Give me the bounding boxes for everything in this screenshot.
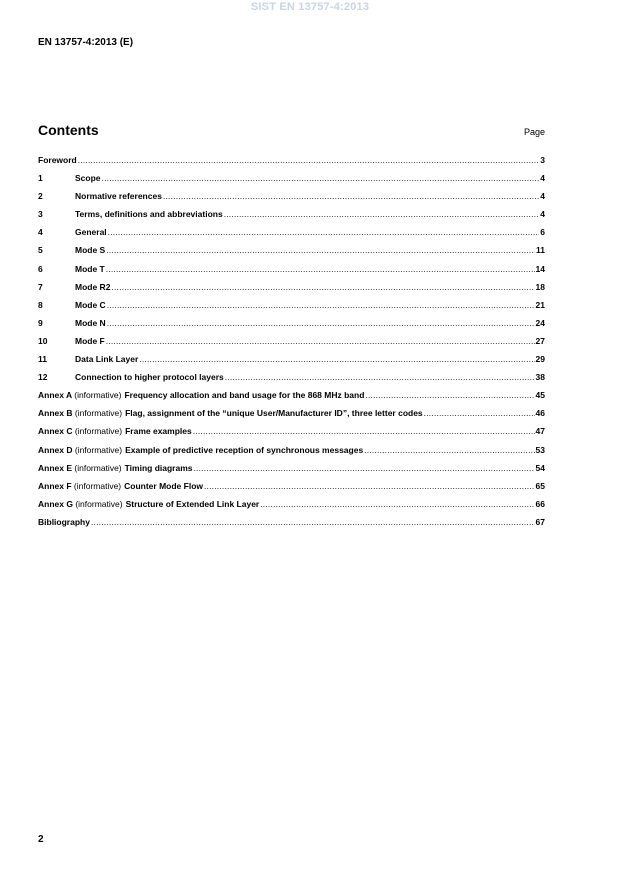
toc-entry-title: Mode F (75, 335, 105, 346)
annex-label: Annex D (38, 444, 73, 455)
annex-type: (informative) (74, 426, 123, 437)
toc-entry-title: Mode S (75, 245, 106, 256)
toc-entry-page: 29 (535, 354, 545, 365)
toc-entry-title: Foreword (38, 155, 77, 165)
toc-entry-title: Bibliography (38, 516, 90, 527)
toc-entry-page: 53 (535, 444, 545, 455)
toc-entry-title: Mode N (75, 317, 106, 328)
leader-dots (204, 481, 535, 491)
table-of-contents (38, 155, 545, 535)
toc-entry[interactable] (38, 173, 545, 191)
leader-dots (108, 227, 540, 237)
toc-entry-number: 7 (38, 281, 43, 292)
annex-label: Annex E (38, 462, 73, 473)
toc-annex-entry[interactable] (38, 408, 545, 426)
annex-label-group (38, 426, 122, 436)
toc-entry[interactable] (38, 318, 545, 336)
toc-entry-page: 47 (535, 426, 545, 437)
toc-entry-number: 1 (38, 173, 43, 184)
leader-dots (193, 463, 534, 473)
leader-dots (139, 354, 534, 364)
leader-dots (364, 445, 534, 455)
annex-type: (informative) (74, 408, 123, 419)
toc-entry-page: 4 (540, 173, 545, 184)
watermark: SIST EN 13757-4:2013 (250, 1, 370, 13)
annex-label: Annex B (38, 408, 73, 419)
toc-entry[interactable] (38, 282, 545, 300)
toc-entry-number: 4 (38, 227, 43, 238)
annex-type: (informative) (74, 462, 122, 473)
toc-entry-page: 54 (535, 462, 545, 473)
toc-annex-entry[interactable] (38, 499, 545, 517)
toc-annex-entry[interactable] (38, 463, 545, 481)
annex-label: Annex C (38, 426, 73, 437)
toc-entry[interactable] (38, 209, 545, 227)
toc-entry-title: Counter Mode Flow (124, 480, 203, 491)
toc-entry-number: 10 (38, 335, 48, 346)
toc-entry-page: 14 (535, 263, 545, 274)
toc-entry-page: 38 (535, 372, 545, 383)
toc-entry-title: Connection to higher protocol layers (75, 372, 224, 383)
toc-entry-title: General (75, 227, 107, 238)
toc-entry-number: 6 (38, 263, 43, 274)
toc-entry-page: 4 (540, 209, 545, 220)
toc-entry-page: 18 (535, 281, 545, 292)
toc-entry-page: 66 (535, 498, 545, 509)
toc-annex-entry[interactable] (38, 445, 545, 463)
toc-entry-page: 3 (540, 155, 545, 165)
toc-entry-title: Timing diagrams (124, 462, 193, 473)
toc-entry[interactable] (38, 245, 545, 263)
page-number: 2 (38, 834, 44, 845)
toc-entry-number: 3 (38, 209, 43, 220)
leader-dots (91, 517, 535, 527)
toc-entry-page: 6 (540, 227, 545, 238)
leader-dots (107, 300, 535, 310)
toc-entry-title: Flag, assignment of the “unique User/Manufacturer ID”, three letter codes (125, 408, 423, 419)
contents-heading: Contents (38, 122, 99, 138)
leader-dots (224, 209, 540, 219)
annex-label: Annex F (38, 480, 72, 491)
toc-entry-page: 4 (540, 191, 545, 202)
annex-label: Annex A (38, 390, 72, 401)
toc-entry-title: Normative references (75, 191, 162, 202)
toc-entry-bibliography[interactable] (38, 517, 545, 535)
toc-entry-number: 5 (38, 245, 43, 256)
toc-entry-number: 11 (38, 354, 47, 365)
toc-entry-page: 45 (535, 390, 545, 401)
annex-label-group (38, 499, 123, 509)
toc-entry[interactable] (38, 300, 545, 318)
leader-dots (106, 336, 535, 346)
toc-entry-page: 67 (535, 516, 545, 527)
toc-entry-number: 9 (38, 317, 43, 328)
toc-entry[interactable] (38, 372, 545, 390)
toc-entry[interactable] (38, 354, 545, 372)
annex-label-group (38, 481, 121, 491)
toc-entry[interactable] (38, 264, 545, 282)
leader-dots (424, 408, 535, 418)
toc-entry-page: 11 (536, 245, 545, 256)
annex-label-group (38, 445, 122, 455)
leader-dots (193, 426, 535, 436)
leader-dots (106, 264, 535, 274)
toc-entry-number: 8 (38, 299, 43, 310)
annex-type: (informative) (74, 444, 123, 455)
toc-entry-page: 46 (535, 408, 545, 419)
toc-entry-number: 2 (38, 191, 43, 202)
leader-dots (260, 499, 534, 509)
toc-annex-entry[interactable] (38, 426, 545, 444)
toc-entry-title: Structure of Extended Link Layer (125, 498, 260, 509)
leader-dots (111, 282, 534, 292)
annex-label: Annex G (38, 498, 73, 509)
toc-entry[interactable] (38, 191, 545, 209)
annex-label-group (38, 408, 122, 418)
toc-entry-foreword[interactable] (38, 155, 545, 173)
toc-entry-title: Example of predictive reception of synchronous messages (125, 444, 364, 455)
toc-entry-title: Scope (75, 173, 101, 184)
leader-dots (78, 155, 540, 165)
toc-annex-entry[interactable] (38, 481, 545, 499)
annex-type: (informative) (74, 390, 122, 401)
annex-label-group (38, 463, 122, 473)
leader-dots (163, 191, 539, 201)
leader-dots (365, 390, 534, 400)
toc-entry-title: Mode C (75, 299, 106, 310)
toc-entry-title: Mode T (75, 263, 105, 274)
toc-entry-number: 12 (38, 372, 48, 383)
toc-entry-page: 65 (535, 480, 545, 491)
toc-entry[interactable] (38, 336, 545, 354)
document-id: EN 13757-4:2013 (E) (38, 37, 134, 48)
toc-entry-page: 21 (535, 299, 545, 310)
toc-entry-title: Frequency allocation and band usage for the 868 MHz band (124, 390, 365, 401)
annex-label-group (38, 390, 121, 400)
page-column-label: Page (523, 127, 545, 137)
leader-dots (102, 173, 540, 183)
toc-annex-entry[interactable] (38, 390, 545, 408)
annex-type: (informative) (75, 498, 123, 509)
toc-entry-title: Mode R2 (75, 281, 111, 292)
leader-dots (107, 318, 535, 328)
toc-entry-page: 27 (535, 335, 545, 346)
toc-entry-title: Terms, definitions and abbreviations (75, 209, 223, 220)
toc-entry-title: Data Link Layer (75, 354, 139, 365)
leader-dots (106, 245, 535, 255)
toc-entry-title: Frame examples (125, 426, 192, 437)
annex-type: (informative) (73, 480, 122, 491)
leader-dots (225, 372, 535, 382)
toc-entry-page: 24 (535, 317, 545, 328)
toc-entry[interactable] (38, 227, 545, 245)
